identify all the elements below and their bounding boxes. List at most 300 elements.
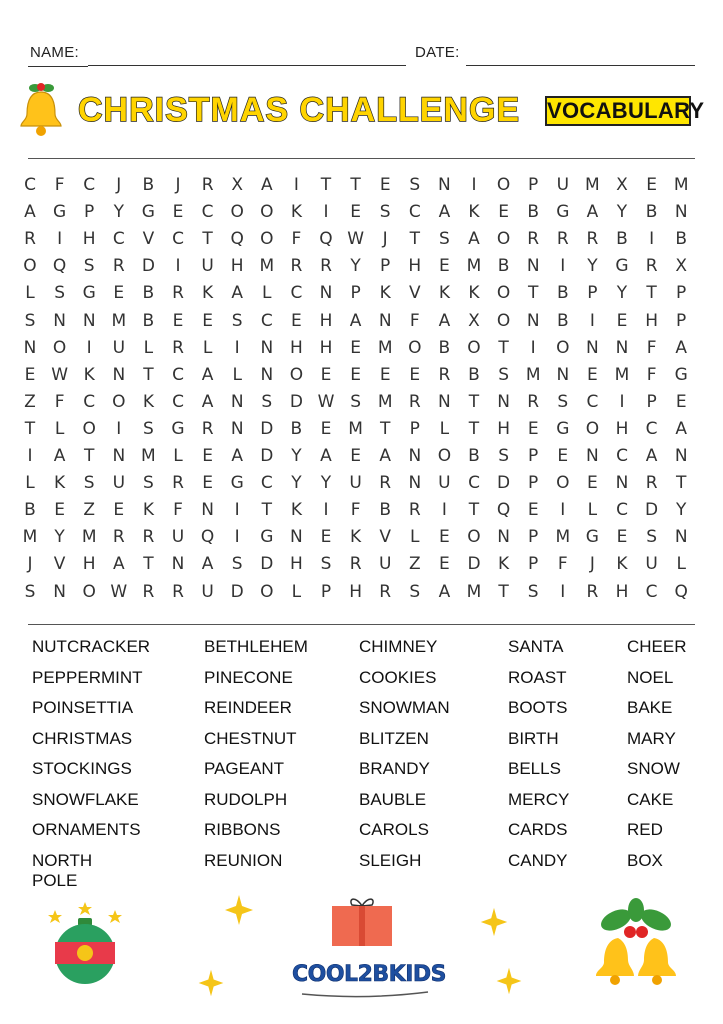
grid-letter: G xyxy=(556,418,570,439)
grid-letter: G xyxy=(260,527,274,548)
grid-letter: A xyxy=(675,337,687,358)
grid-letter: M xyxy=(348,418,363,439)
grid-letter: R xyxy=(408,500,421,521)
word-list-item: NUTCRACKER xyxy=(32,637,151,656)
grid-letter: T xyxy=(320,175,332,195)
grid-letter: T xyxy=(202,229,213,250)
grid-letter: T xyxy=(350,175,361,195)
grid-letter: P xyxy=(528,446,539,466)
grid-letter: H xyxy=(319,310,333,331)
grid-letter: J xyxy=(175,175,181,195)
grid-letter: S xyxy=(24,310,36,331)
grid-letter: N xyxy=(497,391,510,412)
grid-letter: Y xyxy=(350,256,361,277)
grid-letter: U xyxy=(171,527,185,548)
grid-letter: Y xyxy=(291,446,302,466)
grid-letter: A xyxy=(201,391,214,412)
grid-letter: N xyxy=(230,418,244,439)
grid-divider xyxy=(28,624,695,625)
grid-letter: B xyxy=(142,175,155,195)
grid-letter: T xyxy=(83,446,95,466)
grid-letter: P xyxy=(646,391,657,412)
grid-letter: T xyxy=(143,364,154,385)
grid-letter: E xyxy=(616,527,628,548)
grid-letter: K xyxy=(83,364,95,385)
grid-letter: K xyxy=(498,554,510,575)
grid-letter: V xyxy=(53,554,66,575)
grid-letter: K xyxy=(142,500,154,521)
grid-letter: L xyxy=(25,283,35,304)
grid-letter: H xyxy=(230,256,244,277)
grid-letter: W xyxy=(110,581,128,602)
grid-letter: Q xyxy=(52,256,67,277)
grid-letter: S xyxy=(320,554,332,575)
grid-letter: M xyxy=(259,256,275,277)
word-list-item: SNOWMAN xyxy=(359,698,450,717)
star-icon xyxy=(196,968,226,998)
grid-letter: S xyxy=(646,527,657,548)
grid-letter: L xyxy=(587,500,598,521)
grid-letter: D xyxy=(260,446,274,466)
grid-letter: S xyxy=(142,473,154,494)
date-line xyxy=(466,65,695,66)
grid-letter: U xyxy=(112,473,126,494)
grid-letter: A xyxy=(438,202,451,223)
word-list-item: BAKE xyxy=(627,698,673,717)
grid-letter: M xyxy=(111,310,127,331)
grid-letter: M xyxy=(555,527,571,548)
grid-letter: L xyxy=(25,473,35,494)
grid-letter: Q xyxy=(496,500,511,521)
grid-letter: R xyxy=(172,473,184,494)
grid-letter: K xyxy=(202,283,214,304)
grid-letter: A xyxy=(231,283,243,304)
grid-letter: N xyxy=(526,256,540,277)
grid-letter: M xyxy=(377,391,393,412)
grid-letter: E xyxy=(587,473,598,494)
grid-row xyxy=(20,283,700,309)
grid-letter: O xyxy=(23,256,37,277)
grid-letter: N xyxy=(438,175,451,195)
grid-letter: S xyxy=(409,175,421,195)
grid-letter: N xyxy=(674,202,688,223)
grid-letter: D xyxy=(260,418,274,439)
grid-letter: R xyxy=(379,473,392,494)
grid-letter: N xyxy=(53,310,66,331)
word-list-item: CHEER xyxy=(627,637,687,656)
grid-letter: E xyxy=(202,310,213,331)
grid-letter: O xyxy=(408,337,422,358)
grid-letter: B xyxy=(379,500,392,521)
grid-letter: I xyxy=(175,256,181,277)
grid-letter: G xyxy=(615,256,629,277)
name-label: NAME: xyxy=(30,44,80,61)
grid-letter: O xyxy=(496,175,511,195)
grid-letter: B xyxy=(290,418,303,439)
grid-letter: R xyxy=(438,364,451,385)
grid-letter: K xyxy=(350,527,362,548)
grid-letter: F xyxy=(54,175,65,195)
grid-letter: S xyxy=(231,310,243,331)
grid-letter: T xyxy=(498,581,509,602)
logo-swoosh-icon xyxy=(300,988,430,1000)
grid-letter: A xyxy=(645,446,658,466)
grid-row xyxy=(20,229,700,255)
grid-letter: I xyxy=(27,446,33,466)
grid-letter: F xyxy=(54,391,65,412)
word-list-item: BRANDY xyxy=(359,759,430,778)
grid-letter: T xyxy=(409,229,420,250)
grid-letter: R xyxy=(645,473,658,494)
grid-letter: R xyxy=(201,418,214,439)
grid-letter: L xyxy=(291,581,302,602)
grid-letter: C xyxy=(586,391,599,412)
grid-letter: F xyxy=(291,229,302,250)
grid-letter: S xyxy=(557,391,569,412)
grid-letter: G xyxy=(171,418,185,439)
grid-letter: F xyxy=(557,554,568,575)
grid-letter: O xyxy=(437,446,452,466)
grid-letter: K xyxy=(438,283,450,304)
grid-letter: D xyxy=(260,554,274,575)
grid-letter: E xyxy=(379,175,391,195)
grid-letter: B xyxy=(142,283,155,304)
title-divider xyxy=(28,158,695,159)
grid-letter: O xyxy=(496,229,511,250)
grid-letter: Y xyxy=(675,500,687,521)
grid-letter: Y xyxy=(320,473,332,494)
grid-letter: C xyxy=(201,202,214,223)
grid-letter: M xyxy=(466,256,482,277)
grid-letter: E xyxy=(646,175,657,195)
grid-row xyxy=(20,175,700,201)
grid-letter: N xyxy=(438,391,451,412)
grid-letter: E xyxy=(675,391,687,412)
grid-letter: H xyxy=(349,581,362,602)
grid-letter: E xyxy=(409,364,421,385)
ornament-icon xyxy=(40,902,130,988)
grid-letter: C xyxy=(24,175,36,195)
grid-letter: M xyxy=(466,581,482,602)
grid-letter: R xyxy=(527,391,540,412)
grid-letter: Q xyxy=(674,581,688,602)
grid-letter: P xyxy=(676,283,687,304)
grid-letter: R xyxy=(172,581,184,602)
grid-letter: S xyxy=(350,391,361,412)
grid-letter: P xyxy=(528,527,539,548)
grid-letter: U xyxy=(201,581,214,602)
grid-letter: R xyxy=(172,337,184,358)
grid-letter: H xyxy=(497,418,510,439)
grid-letter: W xyxy=(51,364,68,385)
grid-letter: B xyxy=(497,256,510,277)
grid-letter: E xyxy=(587,364,598,385)
grid-letter: C xyxy=(645,581,658,602)
grid-letter: G xyxy=(674,364,688,385)
grid-letter: E xyxy=(439,554,450,575)
grid-letter: C xyxy=(468,473,480,494)
grid-letter: H xyxy=(289,337,303,358)
grid-letter: N xyxy=(53,581,66,602)
grid-letter: C xyxy=(112,229,125,250)
grid-letter: T xyxy=(143,554,154,575)
grid-letter: O xyxy=(496,310,511,331)
grid-letter: O xyxy=(82,418,96,439)
grid-letter: R xyxy=(142,527,155,548)
grid-letter: G xyxy=(82,283,96,304)
vocabulary-tag: VOCABULARY xyxy=(545,96,691,126)
grid-letter: E xyxy=(379,364,391,385)
grid-letter: E xyxy=(527,418,539,439)
grid-letter: I xyxy=(560,256,566,277)
grid-letter: Q xyxy=(319,229,333,250)
grid-letter: U xyxy=(556,175,570,195)
word-list-item: MERCY xyxy=(508,789,570,809)
grid-letter: I xyxy=(441,500,447,521)
grid-letter: N xyxy=(556,364,570,385)
grid-row xyxy=(20,202,700,228)
grid-letter: S xyxy=(498,364,509,385)
grid-letter: D xyxy=(230,581,244,602)
word-list-item: ROAST xyxy=(508,667,567,687)
cool2bkids-logo: COOL2BKIDS xyxy=(292,962,446,987)
grid-letter: H xyxy=(645,310,658,331)
grid-letter: S xyxy=(231,554,243,575)
word-list-item: BOOTS xyxy=(508,698,568,717)
grid-letter: M xyxy=(673,175,689,195)
grid-letter: R xyxy=(112,256,125,277)
grid-letter: E xyxy=(350,202,361,223)
grid-letter: N xyxy=(260,337,274,358)
grid-letter: L xyxy=(439,418,450,439)
grid-letter: N xyxy=(171,554,185,575)
grid-letter: N xyxy=(378,310,392,331)
grid-letter: L xyxy=(410,527,420,548)
word-list-item: ORNAMENTS xyxy=(32,820,141,839)
grid-letter: N xyxy=(497,527,510,548)
grid-letter: V xyxy=(142,229,155,250)
word-list-item: RED xyxy=(627,820,663,839)
grid-letter: Z xyxy=(24,391,36,412)
grid-letter: J xyxy=(589,554,595,575)
grid-letter: D xyxy=(467,554,481,575)
word-list-item: SLEIGH xyxy=(359,850,422,870)
grid-letter: A xyxy=(260,175,273,195)
grid-letter: Z xyxy=(83,500,96,521)
grid-row xyxy=(20,554,700,580)
grid-letter: G xyxy=(230,473,244,494)
grid-letter: U xyxy=(112,337,126,358)
grid-letter: Q xyxy=(200,527,215,548)
grid-letter: A xyxy=(201,554,214,575)
grid-letter: C xyxy=(645,418,658,439)
word-list-item: CHESTNUT xyxy=(204,728,297,748)
grid-letter: R xyxy=(586,229,599,250)
grid-letter: I xyxy=(471,175,477,195)
grid-letter: Y xyxy=(616,202,628,223)
grid-letter: S xyxy=(409,581,421,602)
bell-icon xyxy=(15,78,75,140)
grid-letter: I xyxy=(560,500,566,521)
grid-letter: A xyxy=(320,446,332,466)
grid-letter: I xyxy=(323,202,329,223)
grid-letter: A xyxy=(24,202,36,223)
grid-letter: P xyxy=(84,202,95,223)
christmas-bells-icon xyxy=(586,898,686,988)
grid-letter: E xyxy=(202,446,213,466)
grid-letter: S xyxy=(83,256,95,277)
grid-letter: I xyxy=(619,391,625,412)
grid-letter: M xyxy=(141,446,156,466)
grid-letter: O xyxy=(260,581,274,602)
grid-letter: S xyxy=(142,418,154,439)
grid-letter: G xyxy=(53,202,67,223)
grid-letter: X xyxy=(616,175,628,195)
grid-letter: S xyxy=(438,229,450,250)
grid-letter: N xyxy=(112,364,126,385)
grid-letter: B xyxy=(527,202,540,223)
grid-letter: T xyxy=(527,283,539,304)
star-icon xyxy=(222,893,256,927)
word-list-item: POINSETTIA xyxy=(32,698,134,717)
grid-letter: N xyxy=(615,337,629,358)
grid-letter: R xyxy=(320,256,332,277)
grid-letter: A xyxy=(231,446,243,466)
grid-letter: O xyxy=(260,229,274,250)
grid-letter: G xyxy=(556,202,570,223)
grid-letter: R xyxy=(408,391,421,412)
grid-letter: C xyxy=(616,500,628,521)
word-list-item: NORTH POLE xyxy=(32,850,93,890)
grid-letter: O xyxy=(289,364,304,385)
word-list-item: BAUBLE xyxy=(359,789,427,809)
grid-letter: O xyxy=(467,527,481,548)
grid-letter: B xyxy=(556,310,569,331)
grid-letter: D xyxy=(289,391,303,412)
grid-letter: I xyxy=(560,581,566,602)
grid-letter: D xyxy=(497,473,511,494)
word-list-item: BOX xyxy=(627,850,663,870)
grid-letter: O xyxy=(585,418,600,439)
grid-letter: F xyxy=(350,500,361,521)
grid-letter: N xyxy=(408,446,422,466)
grid-letter: A xyxy=(468,229,480,250)
grid-letter: O xyxy=(467,337,481,358)
word-list-item: CAROLS xyxy=(359,820,429,839)
grid-letter: S xyxy=(527,581,539,602)
grid-letter: E xyxy=(172,310,184,331)
grid-letter: B xyxy=(556,283,569,304)
name-line xyxy=(88,65,406,66)
grid-letter: B xyxy=(675,229,688,250)
grid-letter: C xyxy=(616,446,628,466)
grid-letter: C xyxy=(408,202,421,223)
grid-letter: K xyxy=(468,283,480,304)
grid-letter: I xyxy=(86,337,92,358)
gift-icon xyxy=(330,896,394,948)
grid-letter: O xyxy=(230,202,244,223)
grid-letter: Q xyxy=(230,229,244,250)
grid-letter: T xyxy=(261,500,272,521)
grid-letter: R xyxy=(172,283,184,304)
grid-letter: C xyxy=(172,391,184,412)
grid-letter: H xyxy=(289,554,303,575)
grid-letter: J xyxy=(27,554,33,575)
word-list-item: NOEL xyxy=(627,667,674,687)
grid-letter: K xyxy=(379,283,391,304)
grid-letter: T xyxy=(379,418,391,439)
grid-letter: N xyxy=(112,446,126,466)
grid-letter: E xyxy=(54,500,65,521)
grid-letter: D xyxy=(141,256,155,277)
grid-letter: K xyxy=(290,202,302,223)
grid-letter: N xyxy=(319,283,333,304)
grid-letter: N xyxy=(674,446,688,466)
grid-letter: E xyxy=(320,418,332,439)
grid-letter: C xyxy=(260,310,273,331)
date-label: DATE: xyxy=(415,44,460,61)
word-list-item: SANTA xyxy=(508,637,564,656)
grid-letter: T xyxy=(646,283,657,304)
grid-letter: A xyxy=(349,310,362,331)
grid-row xyxy=(20,256,700,282)
grid-letter: E xyxy=(350,364,361,385)
grid-letter: R xyxy=(201,175,214,195)
grid-letter: I xyxy=(234,337,240,358)
grid-letter: L xyxy=(173,446,183,466)
grid-letter: T xyxy=(468,391,480,412)
grid-letter: E xyxy=(350,446,361,466)
grid-letter: U xyxy=(378,554,392,575)
word-list-item: STOCKINGS xyxy=(32,759,132,778)
grid-letter: B xyxy=(24,500,36,521)
grid-letter: H xyxy=(408,256,422,277)
grid-row xyxy=(20,582,700,608)
grid-letter: I xyxy=(589,310,595,331)
grid-letter: A xyxy=(438,581,451,602)
word-list-item: MARY xyxy=(627,728,676,748)
grid-letter: R xyxy=(112,527,125,548)
grid-letter: M xyxy=(81,527,97,548)
grid-letter: A xyxy=(53,446,66,466)
grid-letter: I xyxy=(234,527,240,548)
grid-row xyxy=(20,527,700,553)
grid-letter: A xyxy=(112,554,125,575)
grid-letter: R xyxy=(349,554,362,575)
grid-letter: A xyxy=(379,446,391,466)
word-list-item: SNOWFLAKE xyxy=(32,789,139,809)
grid-letter: E xyxy=(24,364,36,385)
grid-letter: M xyxy=(22,527,38,548)
word-list-item: CARDS xyxy=(508,820,568,839)
grid-letter: C xyxy=(172,364,184,385)
grid-letter: T xyxy=(498,337,509,358)
grid-letter: E xyxy=(172,202,184,223)
grid-letter: R xyxy=(290,256,303,277)
grid-letter: S xyxy=(24,581,36,602)
grid-letter: E xyxy=(113,283,125,304)
word-list-item: BLITZEN xyxy=(359,728,429,748)
grid-row xyxy=(20,473,700,499)
grid-letter: S xyxy=(54,283,65,304)
grid-letter: T xyxy=(468,418,480,439)
grid-letter: E xyxy=(557,446,569,466)
grid-letter: L xyxy=(262,283,272,304)
grid-letter: F xyxy=(646,364,657,385)
grid-letter: H xyxy=(319,337,333,358)
grid-letter: I xyxy=(323,500,329,521)
grid-letter: N xyxy=(586,337,599,358)
